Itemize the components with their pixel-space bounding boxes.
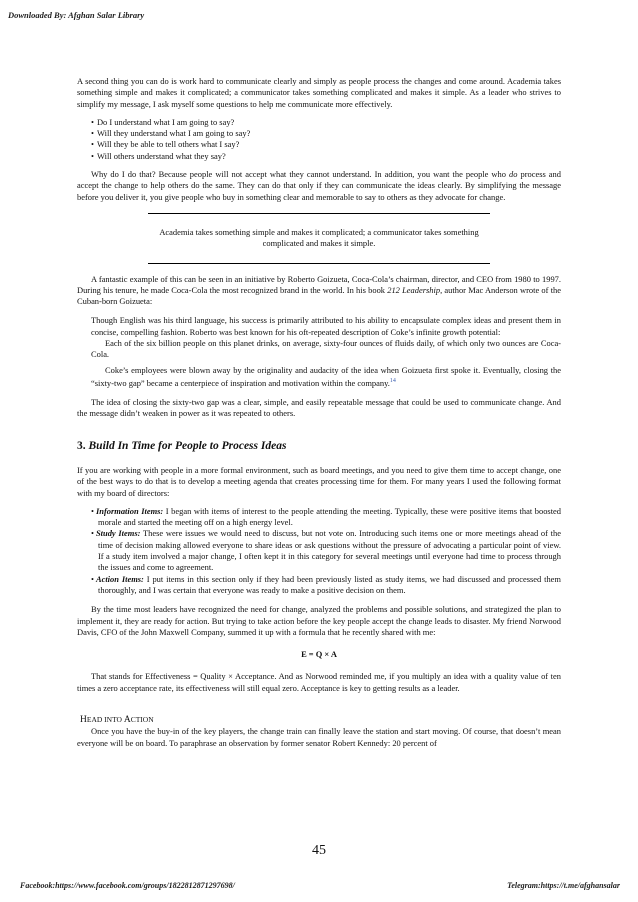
download-credit-header: Downloaded By: Afghan Salar Library xyxy=(8,10,145,20)
pull-quote: Academia takes something simple and makes it complicated; a communicator takes something complicated and makes it simple. xyxy=(148,213,490,264)
list-item: • Action Items: I put items in this section only if they had been previously listed as study items, we had discussed and processed them thoroughly, and I was certain that everyone was ready to make a positive decision on them. xyxy=(91,574,561,597)
paragraph: Why do I do that? Because people will not accept what they cannot understand. In addition, you want the people who do process and accept the change to help others do the same. They can do that only if they can communicate the ideas clearly. By simplifying the message before you deliver it, you give people who buy in something clear and memorable to say to others as they advocate for change. xyxy=(77,169,561,202)
list-item: • Study Items: These were issues we would need to discuss, but not vote on. Introducing such items one or more meetings ahead of the time of decision making allowed everyone to share ideas or ask questions without the pressure of advocating a particular point of view. If a study item involved a major change, I often kept it in this category for several meetings until everyone had time to process through the issues and come to agreement. xyxy=(91,528,561,573)
paragraph: By the time most leaders have recognized the need for change, analyzed the problems and possible solutions, and strategized the plan to implement it, they are ready for action. But trying to take action before the key people accept the change leads to disaster. My friend Norwood Davis, CFO of the John Maxwell Company, summed it up with a formula that he recently shared with me: xyxy=(77,604,561,637)
page-body xyxy=(77,76,561,749)
paragraph: That stands for Effectiveness = Quality × Acceptance. And as Norwood reminded me, if you multiply an idea with a quality value of ten times a zero acceptance rate, its effectiveness will still equal zero. Acceptance is key to getting results as a leader. xyxy=(77,671,561,693)
subsection-heading: HEAD INTO ACTION xyxy=(80,714,154,725)
agenda-list xyxy=(77,506,561,596)
section-heading: 3. Build In Time for People to Process Ideas xyxy=(77,439,287,452)
list-item: • Information Items: I began with items of interest to the people attending the meeting. Typically, these were positive items that boosted morale and started the meeting off on a high energy level. xyxy=(91,506,561,529)
paragraph: If you are working with people in a more formal environment, such as board meetings, and you need to give them time to accept change, one of the best ways to do that is to develop a meeting agenda that creates processing time for them. For many years I used the following format with my board of directors: xyxy=(77,464,561,498)
block-quote xyxy=(77,315,561,389)
list-item: • Will others understand what they say? xyxy=(91,151,561,162)
facebook-link[interactable]: Facebook:https://www.facebook.com/groups/1822812871297698/ xyxy=(20,881,235,890)
paragraph: A second thing you can do is work hard to communicate clearly and simply as people process the changes and come around. Academia takes something simple and makes it complicated; a communicator takes something complicated and makes it simple. As a leader who strives to simplify my message, I ask myself some questions to help me communicate more effectively. xyxy=(77,76,561,109)
list-item: • Do I understand what I am going to say? xyxy=(91,117,561,128)
list-item: • Will they understand what I am going to say? xyxy=(91,128,561,139)
quote-paragraph: Coke’s employees were blown away by the originality and audacity of the idea when Goizueta first spoke it. Eventually, closing the “sixty-two gap” became a centerpiece of inspiration and motivation within the company.$^{14}$ xyxy=(91,364,561,388)
footnote-marker[interactable]: 14 xyxy=(389,377,396,384)
paragraph: The idea of closing the sixty-two gap was a clear, simple, and easily repeatable message that could be used to communicate change. And the message didn’t weaken in power as it was repeated to others. xyxy=(77,397,561,419)
telegram-link[interactable]: Telegram:https://t.me/afghansalar xyxy=(507,881,620,890)
question-list xyxy=(77,117,561,162)
paragraph: A fantastic example of this can be seen in an initiative by Roberto Goizueta, Coca-Cola’s chairman, director, and CEO from 1980 to 1997. During his tenure, he made Coca-Cola the most recognized brand in the world. In his book 212 Leadership, author Mac Anderson wrote of the Cuban-born Goizueta: xyxy=(77,273,561,307)
list-item: • Will they be able to tell others what I say? xyxy=(91,139,561,150)
quote-paragraph: Though English was his third language, his success is primarily attributed to his ability to encapsulate complex ideas and present them in concise, compelling fashion. Roberto was best known for his oft-repeated description of Coke’s infinite growth potential: xyxy=(91,315,561,337)
formula: E = Q × A xyxy=(301,649,337,660)
paragraph: Once you have the buy-in of the key players, the change train can finally leave the station and start moving. Of course, that doesn’t mean everyone will be on board. To paraphrase an observation by former senator Robert Kennedy: 20 percent of xyxy=(77,726,561,748)
quote-paragraph: Each of the six billion people on this planet drinks, on average, sixty-four ounces of fluids daily, of which only two ounces are Coca-Cola. xyxy=(91,338,561,360)
page-number: 45 xyxy=(312,843,326,858)
